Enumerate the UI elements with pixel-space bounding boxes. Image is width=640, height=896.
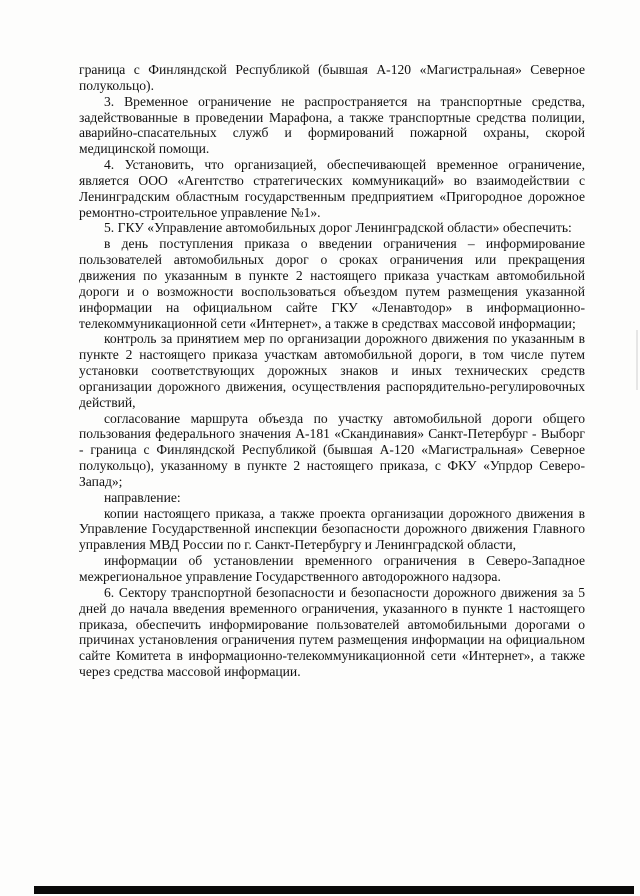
paragraph: 4. Установить, что организацией, обеспечивающей временное ограничение, является ООО «Агентство стратегических коммуникаций» во взаимодействии с Ленинградским областным государственным предприятием «Пригородное дорожное ремонтно-строительное управление №1». [79, 157, 585, 220]
paragraph: 5. ГКУ «Управление автомобильных дорог Ленинградской области» обеспечить: [104, 220, 572, 236]
paragraph: контроль за принятием мер по организации дорожного движения по указанным в пункте 2 настоящего приказа участкам автомобильной дороги, в том числе путем установки соответствующих дорожных знаков и иных технических средств организации дорожного движения, осуществления распорядительно-регулировочных действий, [79, 331, 585, 410]
bottom-scan-border [34, 886, 634, 894]
paragraph: в день поступления приказа о введении ограничения – информирование пользователей автомобильных дорог о сроках ограничения или прекращения движения по указанным в пункте 2 настоящего приказа участкам автомобильной дороги и о возможности воспользоваться объездом путем размещения указанной информации на официальном сайте ГКУ «Ленавтодор» в информационно-телекоммуникационной сети «Интернет», а также в средствах массовой информации; [79, 236, 585, 331]
paragraph: направление: [104, 489, 181, 505]
paragraph: информации об установлении временного ограничения в Северо-Западное межрегиональное управление Государственного автодорожного надзора. [79, 553, 585, 584]
paragraph: копии настоящего приказа, а также проекта организации дорожного движения в Управление Государственной инспекции безопасности дорожного движения Главного управления МВД России по г. Санкт-Петербургу и Ленинградской области, [79, 505, 585, 553]
paragraph: 3. Временное ограничение не распространяется на транспортные средства, задействованные в проведении Марафона, а также транспортные средства полиции, аварийно-спасательных служб и формирований пожарной охраны, скорой медицинской помощи. [79, 93, 585, 157]
document-body [79, 62, 585, 680]
paragraph: граница с Финляндской Республикой (бывшая А-120 «Магистральная» Северное полукольцо). [79, 62, 585, 93]
paragraph: 6. Сектору транспортной безопасности и безопасности дорожного движения за 5 дней до начала введения временного ограничения, указанного в пункте 1 настоящего приказа, обеспечить информирование пользователей автомобильными дорогами о причинах установления ограничения путем размещения информации на официальном сайте Комитета в информационно-телекоммуникационной сети «Интернет», а также через средства массовой информации. [79, 584, 585, 680]
scan-artifact [636, 330, 638, 390]
paragraph: согласование маршрута объезда по участку автомобильной дороги общего пользования федерального значения А-181 «Скандинавия» Санкт-Петербург - Выборг - граница с Финляндской Республикой (бывшая А-120 «Магистральная» Северное полукольцо), указанному в пункте 2 настоящего приказа, с ФКУ «Упрдор Северо-Запад»; [79, 410, 585, 489]
